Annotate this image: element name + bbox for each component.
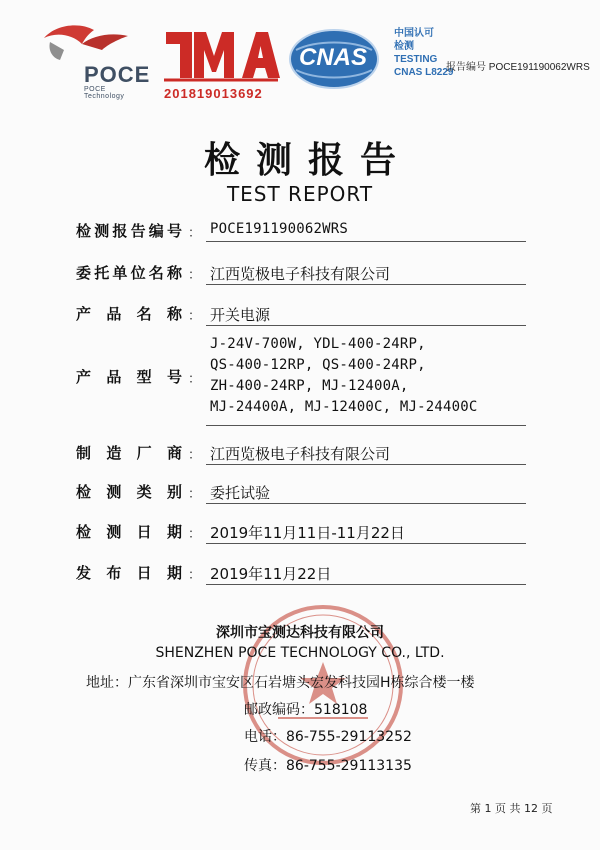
- report-no-value: POCE191190062WRS: [210, 221, 349, 237]
- manufacturer-label: 制 造 厂 商: [76, 444, 182, 462]
- company-fax: 传真：86-755-29113135: [244, 758, 412, 774]
- poce-logo: [36, 20, 151, 100]
- accreditation-block: [394, 27, 453, 79]
- underline: [206, 464, 526, 465]
- poce-name: POCE: [84, 62, 151, 87]
- underline: [206, 543, 526, 544]
- test-date-label: 检 测 日 期: [76, 523, 182, 541]
- report-title-cn: 检测报告: [203, 140, 412, 181]
- test-type-value: 委托试验: [210, 484, 271, 502]
- report-number-header: 报告编号 POCE191190062WRS: [446, 62, 590, 73]
- test-type-label: 检 测 类 别: [76, 483, 182, 501]
- company-name-cn: 深圳市宝测达科技有限公司: [216, 625, 384, 641]
- colon: ：: [188, 268, 202, 283]
- cnas-logo: [286, 26, 382, 92]
- company-phone: 电话：86-755-29113252: [244, 729, 412, 745]
- test-date-value: 2019年11月11日-11月22日: [210, 524, 405, 542]
- accreditation-line: TESTING: [394, 54, 438, 65]
- cma-logo: [158, 26, 284, 110]
- product-model-value: [210, 334, 478, 418]
- client-label: 委 托 单 位 名 称: [76, 264, 182, 282]
- issue-date-value: 2019年11月22日: [210, 565, 332, 583]
- product-name-value: 开关电源: [210, 306, 271, 324]
- model-line: ZH-400-24RP, MJ-12400A,: [210, 378, 409, 394]
- product-model-label: 产 品 型 号: [76, 368, 182, 386]
- cma-emblem-icon: [158, 26, 284, 86]
- company-address: 地址：广东省深圳市宝安区石岩塘头宏发科技园H栋综合楼一楼: [86, 675, 475, 691]
- accreditation-line: 中国认可: [394, 28, 434, 39]
- manufacturer-value: 江西览极电子科技有限公司: [210, 445, 391, 463]
- report-no-label: 检 测 报 告 编 号: [76, 222, 182, 240]
- cma-number: 201819013692: [164, 86, 263, 101]
- colon: ：: [188, 527, 202, 542]
- colon: ：: [188, 372, 202, 387]
- colon: ：: [188, 226, 202, 241]
- page-number: 第 1 页 共 12 页: [470, 802, 553, 815]
- underline: [206, 425, 526, 426]
- colon: ：: [188, 487, 202, 502]
- cnas-text: CNAS: [298, 44, 367, 71]
- company-postcode: 邮政编码：518108: [244, 702, 368, 718]
- issue-date-label: 发 布 日 期: [76, 564, 182, 582]
- client-value: 江西览极电子科技有限公司: [210, 265, 391, 283]
- product-name-label: 产 品 名 称: [76, 305, 182, 323]
- report-title-en: TEST REPORT: [226, 182, 374, 206]
- underline: [206, 584, 526, 585]
- underline: [206, 325, 526, 326]
- colon: ：: [188, 448, 202, 463]
- underline: [206, 503, 526, 504]
- colon: ：: [188, 309, 202, 324]
- colon: ：: [188, 568, 202, 583]
- underline: [206, 284, 526, 285]
- company-name-en: SHENZHEN POCE TECHNOLOGY CO., LTD.: [155, 645, 445, 661]
- accreditation-line: 检测: [394, 41, 414, 52]
- poce-subtitle: POCE Technology: [84, 86, 125, 100]
- model-line: QS-400-12RP, QS-400-24RP,: [210, 357, 426, 373]
- model-line: MJ-24400A, MJ-12400C, MJ-24400C: [210, 399, 478, 415]
- underline: [206, 241, 526, 242]
- accreditation-line: CNAS L8229: [394, 67, 454, 78]
- model-line: J-24V-700W, YDL-400-24RP,: [210, 336, 426, 352]
